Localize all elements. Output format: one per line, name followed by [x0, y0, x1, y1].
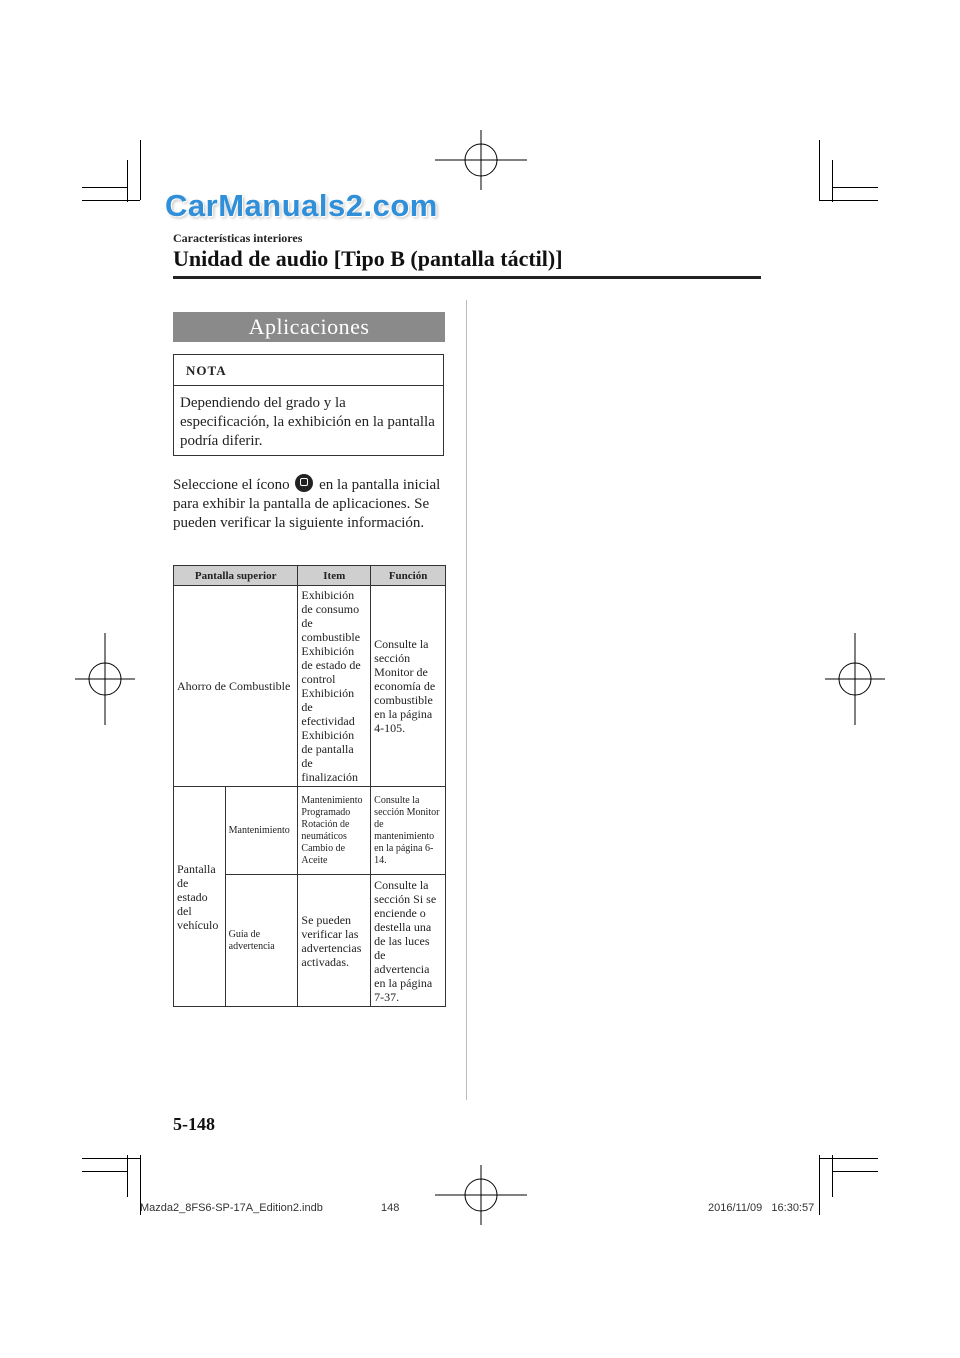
- instruction-paragraph: [173, 474, 445, 533]
- page-title: Unidad de audio [Tipo B (pantalla táctil)]: [173, 246, 563, 271]
- note-box: [173, 354, 444, 456]
- column-header: Función: [371, 566, 446, 586]
- registration-mark: [825, 633, 885, 725]
- registration-mark: [435, 130, 527, 190]
- crop-mark: [819, 1158, 878, 1159]
- table-cell-function: Consulte la sección Si se enciende o destella una de las luces de advertencia en la página 7-37.: [371, 875, 446, 1007]
- table-cell-item: Exhibición de consumo de combustible Exhibición de estado de control Exhibición de efectividad Exhibición de pantalla de finalización: [298, 586, 371, 787]
- crop-mark: [127, 160, 128, 202]
- page-number: 5-148: [173, 1114, 215, 1134]
- note-text: Dependiendo del grado y la especificación, la exhibición en la pantalla podría diferir.: [180, 395, 435, 449]
- crop-mark: [127, 1155, 128, 1197]
- title-divider: [173, 276, 761, 279]
- crop-mark: [832, 160, 833, 202]
- instruction-text-end: en la pantalla inicial para exhibir la pantalla de aplicaciones. Se pueden verificar la siguiente información.: [173, 477, 441, 531]
- table-cell-subscreen: Mantenimiento: [225, 787, 298, 875]
- watermark-logo[interactable]: CarManuals2.com: [165, 188, 438, 223]
- table-cell-subscreen: Guía de advertencia: [225, 875, 298, 1007]
- column-header: Item: [298, 566, 371, 586]
- registration-mark: [435, 1165, 527, 1225]
- table-row: [174, 586, 446, 787]
- table-row: [174, 787, 446, 875]
- crop-mark: [819, 1155, 820, 1215]
- crop-mark: [819, 200, 878, 201]
- crop-mark: [82, 1158, 140, 1159]
- applications-icon: [295, 474, 313, 492]
- crop-mark: [819, 140, 820, 200]
- footer-filename: Mazda2_8FS6-SP-17A_Edition2.indb: [140, 1202, 323, 1214]
- table-cell-item: Mantenimiento Programado Rotación de neumáticos Cambio de Aceite: [298, 787, 371, 875]
- crop-mark: [832, 1171, 878, 1172]
- crop-mark: [82, 200, 140, 201]
- crop-mark: [832, 1155, 833, 1197]
- note-heading: NOTA: [174, 355, 443, 386]
- footer-timestamp: 2016/11/09 16:30:57: [708, 1202, 815, 1214]
- section-banner: Aplicaciones: [173, 312, 445, 342]
- table-cell-item: Se pueden verificar las advertencias activadas.: [298, 875, 371, 1007]
- footer-page: 148: [381, 1202, 400, 1214]
- crop-mark: [82, 187, 128, 188]
- table-header-row: [174, 566, 446, 586]
- crop-mark: [140, 140, 141, 200]
- table-cell-top-screen: Ahorro de Combustible: [174, 586, 298, 787]
- crop-mark: [82, 1171, 128, 1172]
- instruction-text-start: Seleccione el ícono: [173, 477, 290, 493]
- crop-mark: [832, 187, 878, 188]
- table-cell-top-screen: Pantalla de estado del vehículo: [174, 787, 226, 1007]
- column-header: Pantalla superior: [174, 566, 298, 586]
- table-cell-function: Consulte la sección Monitor de economía de combustible en la página 4-105.: [371, 586, 446, 787]
- column-divider: [466, 300, 467, 1100]
- section-label: Características interiores: [173, 231, 303, 245]
- table-cell-function: Consulte la sección Monitor de mantenimiento en la página 6-14.: [371, 787, 446, 875]
- applications-table: [173, 565, 446, 1007]
- registration-mark: [75, 633, 135, 725]
